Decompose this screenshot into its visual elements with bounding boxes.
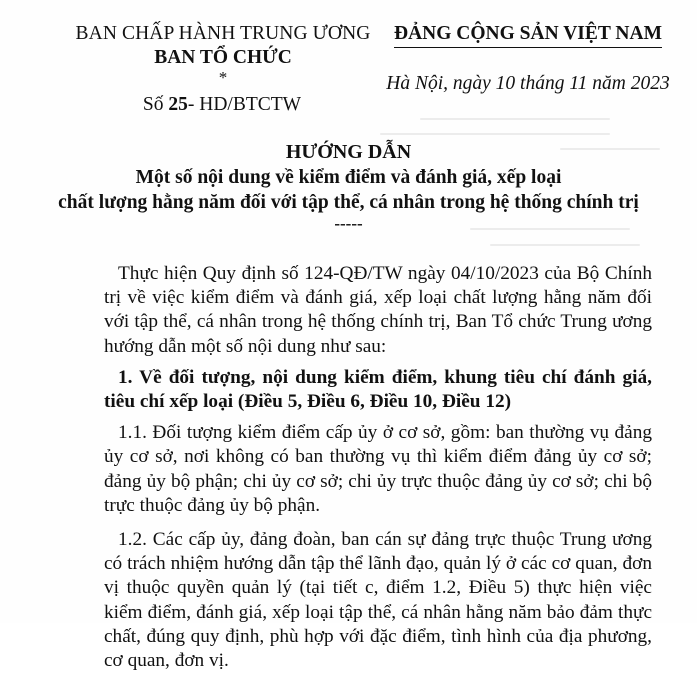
title-separator: ----- [334,214,363,233]
document-number [57,93,387,117]
central-committee-line: BAN CHẤP HÀNH TRUNG ƯƠNG [75,23,371,44]
document-title [0,140,697,233]
party-block [378,22,678,96]
organization-commission-line: BAN TỔ CHỨC [154,47,292,68]
item-1-2-paragraph: 1.2. Các cấp ủy, đảng đoàn, ban cán sự đảng trực thuộc Trung ương có trách nhiệm hướng dẫn tập thể lãnh đạo, quản lý ở các cơ quan, đơn vị thuộc quyền quản lý (tại tiết c, điểm 1.2, Điều 5) thực hiện việc kiểm điểm, đánh giá, xếp loại tập thể, cá nhân hằng năm bảo đảm thực chất, đúng quy định, phù hợp với đặc điểm, tình hình của địa phương, cơ quan, đơn vị. [104,529,652,672]
intro-paragraph: Thực hiện Quy định số 124-QĐ/TW ngày 04/10/2023 của Bộ Chính trị về việc kiểm điểm và đánh giá, xếp loại chất lượng hằng năm đối với tập thể, cá nhân trong hệ thống chính trị, Ban Tổ chức Trung ương hướng dẫn một số nội dung như sau: [104,263,652,357]
title-type: HƯỚNG DẪN [285,141,412,163]
title-subject-line-1: Một số nội dung về kiểm điểm và đánh giá, xếp loại [135,167,562,188]
item-1-1-paragraph: 1.1. Đối tượng kiểm điểm cấp ủy ở cơ sở, gồm: ban thường vụ đảng ủy cơ sở, nơi không có ban thường vụ thì kiểm điểm đảng ủy cơ sở; đảng ủy bộ phận; chi ủy cơ sở; chi ủy trực thuộc đảng ủy cơ sở; chi bộ trực thuộc đảng ủy bộ phận. [104,422,652,516]
bleed-mark [420,118,610,120]
doc-no-suffix: - HD/BTCTW [187,94,302,115]
place-date: Hà Nội, ngày 10 tháng 11 năm 2023 [386,73,670,94]
party-name: ĐẢNG CỘNG SẢN VIỆT NAM [394,22,662,48]
doc-no-number: 25 [168,94,188,115]
issuing-agency-block [58,22,388,117]
title-subject-line-2: chất lượng hằng năm đối với tập thể, cá nhân trong hệ thống chính trị [58,192,639,213]
doc-no-prefix: Số [142,94,169,115]
bleed-mark [490,244,640,246]
bleed-mark [380,133,610,135]
star-separator: * [218,68,228,87]
document-body [104,262,652,680]
section-1-heading: 1. Về đối tượng, nội dung kiểm điểm, khung tiêu chí đánh giá, tiêu chí xếp loại (Điều 5, Điều 6, Điều 10, Điều 12) [104,366,652,413]
